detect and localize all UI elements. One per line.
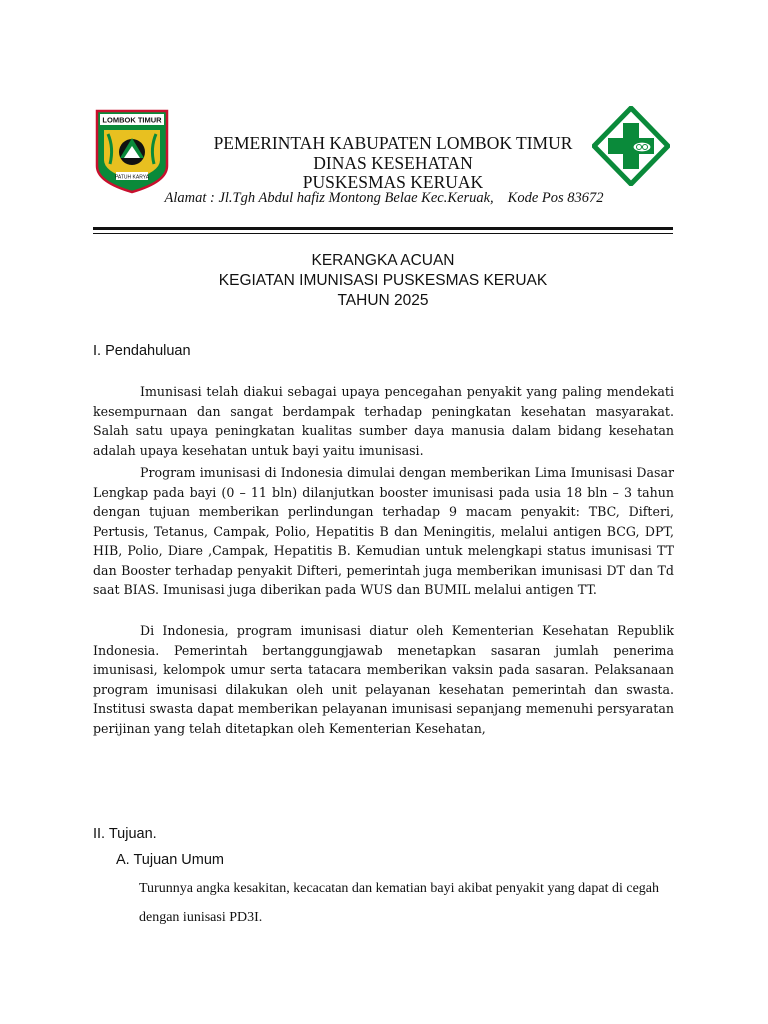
- subheading-tujuan-umum: A. Tujuan Umum: [116, 852, 224, 868]
- paragraph-3: Di Indonesia, program imunisasi diatur oleh Kementerian Kesehatan Republik Indonesia. Pemerintah bertanggungjawab menetapkan sasaran jumlah penerima imunisasi, kelompok umur serta tatacara memberikan vaksin pada sasaran. Pelaksanaan program imunisasi dilakukan oleh unit pelayanan kesehatan pemerintah dan swasta. Institusi swasta dapat memberikan pelayanan imunisasi sepanjang memenuhi persyaratan perijinan yang telah ditetapkan oleh Kementerian Kesehatan,: [93, 623, 674, 736]
- section-heading-pendahuluan: I. Pendahuluan: [93, 343, 191, 359]
- section-heading-tujuan: II. Tujuan.: [93, 826, 157, 842]
- paragraph-2: Program imunisasi di Indonesia dimulai dengan memberikan Lima Imunisasi Dasar Lengkap pada bayi (0 – 11 bln) dilanjutkan booster imunisasi pada usia 18 bln – 3 tahun dengan tujuan memberikan perlindungan terhadap 9 macam penyakit: TBC, Difteri, Pertusis, Tetanus, Campak, Polio, Hepatitis B dan Meningitis, melalui antigen BCG, DPT, HIB, Polio, Diare ,Campak, Hepatitis B. Kemudian untuk melengkapi status imunisasi TT dan Booster terhadap penyakit Difteri, pemerintah juga memberikan imunisasi DT dan Td saat BIAS. Imunisasi juga diberikan pada WUS dan BUMIL melalui antigen TT.: [93, 465, 674, 597]
- address-line: [110, 190, 658, 207]
- postal-code: Kode Pos 83672: [507, 190, 604, 206]
- paragraph-1: Imunisasi telah diakui sebagai upaya pencegahan penyakit yang paling mendekati kesempurnaan dan sangat berdampak terhadap peningkatan kesehatan masyarakat. Salah satu upaya peningkatan kualitas sumber daya manusia dalam bidang kesehatan adalah upaya kesehatan untuk bayi yaitu imunisasi.: [93, 384, 674, 458]
- header-puskesmas: PUSKESMAS KERUAK: [302, 172, 484, 192]
- address-text: Alamat : Jl.Tgh Abdul hafiz Montong Belae Kec.Keruak,: [164, 190, 494, 206]
- svg-text:LOMBOK TIMUR: LOMBOK TIMUR: [102, 115, 162, 125]
- header-department: DINAS KESEHATAN: [313, 153, 473, 173]
- tujuan-umum-text: Turunnya angka kesakitan, kecacatan dan kematian bayi akibat penyakit yang dapat di cegah dengan iunisasi PD3I.: [139, 881, 660, 925]
- letterhead-rule-thin: [93, 233, 673, 234]
- doc-title-line1: KERANGKA ACUAN: [311, 252, 455, 269]
- doc-title-line3: TAHUN 2025: [337, 292, 429, 309]
- header-government: PEMERINTAH KABUPATEN LOMBOK TIMUR: [213, 133, 573, 153]
- svg-text:PATUH KARYA: PATUH KARYA: [114, 174, 150, 181]
- letterhead-rule-thick: [93, 227, 673, 230]
- doc-title-line2: KEGIATAN IMUNISASI PUSKESMAS KERUAK: [218, 272, 548, 289]
